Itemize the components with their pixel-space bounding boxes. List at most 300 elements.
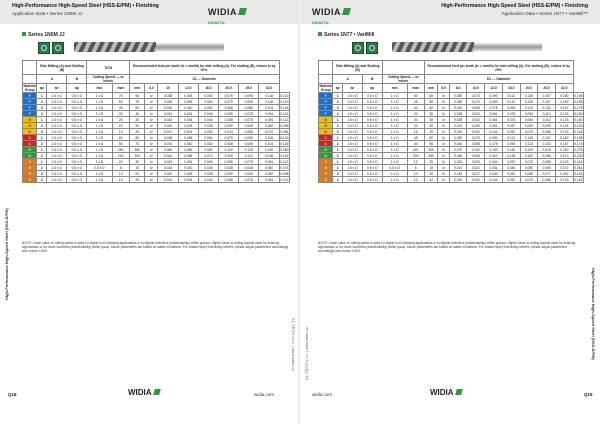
- table-cell: 0,5 x D: [362, 99, 382, 105]
- table-cell: 1 x D: [382, 153, 407, 159]
- table-cell: 0,060: [198, 93, 218, 99]
- table-cell: 0,5 x D: [67, 111, 87, 117]
- table-cell: 0,068: [219, 105, 239, 111]
- table-cell: 1,5 x D: [342, 177, 362, 183]
- page-header: [12, 3, 159, 17]
- material-group-cell: M: [23, 117, 37, 123]
- header-cell: A: [333, 75, 362, 84]
- table-cell: 0,5 x D: [362, 129, 382, 135]
- table-cell: 55: [424, 141, 438, 147]
- table-cell: 0,5 x D: [362, 165, 382, 171]
- table-cell: 0,085: [467, 153, 485, 159]
- table-cell: 1 x D: [87, 111, 112, 117]
- table-note: NOTE: Lower value of cutting speed is used for higher tool overhang applications or for tighter tolerance (machinability) within groups. Higher value of cutting speeds used for finishing applications or for lower hardness (machinability) within group. Above parameters are based on stable conditions. For smaller taper machining centers, please adjust parameters accordingly and reduce ±15%.: [318, 241, 576, 254]
- table-cell: 0,157: [555, 105, 573, 111]
- table-cell: 0,250: [555, 147, 573, 153]
- table-cell: fz: [438, 153, 449, 159]
- header-cell: 16,0: [198, 84, 218, 93]
- application-icons: [352, 42, 378, 54]
- material-group-cell: N: [319, 147, 333, 153]
- table-cell: 0,058: [219, 117, 239, 123]
- table-cell: 0,5 x D: [67, 105, 87, 111]
- table-cell: 0,024: [178, 129, 198, 135]
- table-cell: 15: [112, 129, 130, 135]
- table-cell: 0,118: [555, 123, 573, 129]
- table-cell: 45: [130, 111, 145, 117]
- table-cell: 20: [112, 159, 130, 165]
- header-cell: max: [112, 84, 130, 93]
- material-group-cell: P: [319, 99, 333, 105]
- table-cell: 0,5 x D: [362, 141, 382, 147]
- table-cell: 1 x D: [87, 129, 112, 135]
- table-cell: 0,070: [259, 129, 279, 135]
- header-cell: mm: [424, 84, 438, 93]
- end-mill-image: [392, 40, 542, 54]
- table-cell: 0,067: [502, 123, 520, 129]
- material-group-cell: P: [23, 111, 37, 117]
- table-cell: 0,075: [239, 111, 259, 117]
- table-cell: 1 x D: [87, 105, 112, 111]
- website-link[interactable]: widia.com: [312, 392, 333, 397]
- table-cell: 0,058: [219, 177, 239, 183]
- table-cell: 80: [130, 135, 145, 141]
- table-note: NOTE: Lower value of cutting speed is used for higher tool overhang applications or for tighter tolerance (machinability) within groups. Higher value of cutting speeds used for finishing applications or for lower hardness (machinability) within group. Above parameters are based on stable conditions. For smaller taper machining centers, please adjust parameters accordingly and reduce ±15%.: [22, 241, 289, 254]
- table-cell: 1,5 x D: [342, 141, 362, 147]
- table-cell: 0,042: [467, 111, 485, 117]
- header-cell: 8,0: [449, 84, 467, 93]
- table-cell: 30: [130, 123, 145, 129]
- table-cell: 0,162: [280, 153, 289, 158]
- table-cell: 0,030: [467, 159, 485, 165]
- table-cell: 0,082: [259, 123, 279, 129]
- table-cell: 0,113: [520, 105, 538, 111]
- table-cell: 1 x D: [87, 93, 112, 99]
- table-cell: 0,150: [259, 147, 279, 153]
- table-cell: 0,060: [259, 165, 279, 171]
- series-label: Series 1N77 • VariMill: [324, 32, 375, 38]
- table-cell: 0,5 x D: [67, 123, 87, 129]
- table-cell: 0,055: [467, 105, 485, 111]
- table-cell: fz: [438, 159, 449, 165]
- table-cell: 0,060: [538, 165, 556, 171]
- material-group-cell: K: [23, 141, 37, 147]
- table-cell: 22: [424, 177, 438, 183]
- table-cell: 0,065: [520, 171, 538, 177]
- table-cell: 1,5 x D: [342, 171, 362, 177]
- table-cell: 0,048: [178, 135, 198, 141]
- table-cell: 0,198: [574, 99, 583, 104]
- table-cell: 0,014: [449, 165, 467, 171]
- table-cell: 0,135: [520, 135, 538, 141]
- table-cell: 0,112: [538, 117, 556, 123]
- table-cell: 0,103: [555, 159, 573, 165]
- table-cell: 0,180: [555, 135, 573, 141]
- table-cell: fz: [145, 165, 158, 171]
- application-data-table: [318, 60, 584, 183]
- header-cell: Recommended feed per tooth (fz = mm/th) for side milling (A). For slotting (B), reduce fz by 20%.: [424, 61, 573, 75]
- material-subgroup-cell: 1: [37, 135, 47, 141]
- header-cell: Side Milling (A) and Slotting (B): [333, 61, 382, 75]
- header-cell: 25,0: [538, 84, 556, 93]
- table-cell: 0,068: [219, 141, 239, 147]
- header-cell: 12,0: [485, 84, 503, 93]
- table-cell: 0,095: [239, 93, 259, 99]
- header-cell: Cutting Speed — vc m/min: [382, 75, 424, 84]
- table-cell: 1 x D: [87, 153, 112, 159]
- table-cell: 0,050: [449, 135, 467, 141]
- widia-logo: [208, 2, 268, 25]
- material-subgroup-cell: 4: [333, 111, 343, 117]
- table-cell: 0,057: [502, 177, 520, 183]
- material-group-cell: S: [23, 165, 37, 171]
- material-group-cell: P: [319, 111, 333, 117]
- table-cell: 45: [407, 99, 424, 105]
- table-cell: 0,110: [485, 153, 503, 159]
- table-cell: 1,5 x D: [47, 117, 67, 123]
- header-cell: [319, 61, 333, 75]
- table-cell: 0,030: [467, 129, 485, 135]
- page-subtitle: Application Data • Series 1N0M JJ: [12, 11, 83, 16]
- slotting-icon: [366, 42, 378, 54]
- footer-logo-mark-icon: [153, 389, 161, 395]
- table-cell: 0,133: [574, 123, 583, 128]
- table-cell: 0,085: [239, 141, 259, 147]
- material-group-cell: M: [319, 117, 333, 123]
- table-cell: 0,5 x D: [362, 159, 382, 165]
- header-cell: Side Milling (A) and Slotting (B): [37, 61, 87, 75]
- table-cell: 15: [112, 177, 130, 183]
- table-cell: 0,112: [538, 111, 556, 117]
- table-cell: 0,075: [485, 141, 503, 147]
- table-cell: fz: [438, 141, 449, 147]
- table-cell: 1,5 x D: [47, 93, 67, 99]
- website-link[interactable]: widia.com: [254, 392, 275, 397]
- header-cell: max: [407, 84, 424, 93]
- material-subgroup-cell: 1: [37, 159, 47, 165]
- table-cell: 0,018: [449, 171, 467, 177]
- table-cell: 1,5 x D: [342, 117, 362, 123]
- header-cell: 20,0: [219, 84, 239, 93]
- header-cell: 6,0: [438, 84, 449, 93]
- table-cell: 0,180: [280, 147, 289, 152]
- table-cell: 1 x D: [382, 105, 407, 111]
- table-cell: fz: [438, 177, 449, 183]
- header-cell: mm: [130, 84, 145, 93]
- side-distributor-url: KL-TECH s.r.o. | www.kltec.cz: [304, 326, 309, 380]
- bullet-icon: [22, 32, 26, 36]
- table-cell: 0,5 x D: [362, 105, 382, 111]
- table-cell: 0,050: [219, 171, 239, 177]
- table-cell: 1,5 x D: [47, 99, 67, 105]
- table-cell: 1,5 x D: [342, 105, 362, 111]
- table-cell: 0,086: [538, 129, 556, 135]
- material-subgroup-cell: 1: [333, 159, 343, 165]
- table-cell: 0,125: [239, 147, 259, 153]
- header-cell: D1 — Diameter: [130, 75, 280, 84]
- table-cell: 0,098: [280, 171, 289, 176]
- table-cell: fz: [145, 159, 158, 165]
- table-cell: 0,015: [158, 165, 178, 171]
- logo-wordmark: WIDIA: [208, 7, 237, 17]
- table-cell: 0,038: [158, 93, 178, 99]
- table-cell: 0,034: [178, 117, 198, 123]
- header-cell: [23, 61, 37, 75]
- table-cell: fz: [145, 105, 158, 111]
- table-cell: 0,024: [158, 111, 178, 117]
- table-cell: 0,099: [538, 123, 556, 129]
- table-cell: 1,5 x D: [342, 93, 362, 99]
- table-cell: 35: [424, 117, 438, 123]
- footer-logo-mark-icon: [455, 389, 463, 395]
- table-cell: 0,136: [259, 153, 279, 159]
- footer-wordmark: WIDIA: [430, 388, 454, 397]
- table-cell: 1,5 x D: [47, 141, 67, 147]
- table-cell: 0,136: [502, 153, 520, 159]
- table-cell: 0,031: [485, 165, 503, 171]
- table-cell: 300: [424, 147, 438, 153]
- table-cell: 0,157: [555, 141, 573, 147]
- table-cell: 0,050: [158, 147, 178, 153]
- material-subgroup-cell: 4: [37, 177, 47, 183]
- table-cell: 0,070: [467, 135, 485, 141]
- table-cell: 0,5 x D: [67, 177, 87, 183]
- table-cell: 0,040: [178, 105, 198, 111]
- table-cell: 0,130: [485, 147, 503, 153]
- table-cell: 0,5 x D: [67, 93, 87, 99]
- material-group-cell: N: [23, 147, 37, 153]
- material-subgroup-cell: 4: [333, 177, 343, 183]
- table-cell: 30: [130, 159, 145, 165]
- header-cell: ae: [342, 84, 362, 93]
- table-cell: 0,116: [574, 129, 583, 134]
- material-subgroup-cell: 2: [333, 141, 343, 147]
- table-cell: 0,044: [485, 159, 503, 165]
- table-cell: 20: [407, 117, 424, 123]
- table-cell: 1 x D: [87, 123, 112, 129]
- table-cell: 0,028: [449, 117, 467, 123]
- table-cell: 1 x D: [87, 177, 112, 183]
- table-cell: 1,5 x D: [342, 129, 362, 135]
- table-cell: 0,044: [485, 129, 503, 135]
- table-cell: 350: [130, 147, 145, 153]
- table-cell: 0,157: [538, 135, 556, 141]
- table-cell: 0,5 x D: [362, 93, 382, 99]
- material-group-cell: N: [319, 153, 333, 159]
- table-cell: 0,118: [259, 93, 279, 99]
- header-cell: 8,0: [145, 84, 158, 93]
- table-cell: 0,050: [449, 99, 467, 105]
- material-subgroup-cell: 1: [333, 117, 343, 123]
- table-row: [319, 177, 584, 183]
- table-cell: 0,060: [198, 99, 218, 105]
- table-cell: 0,116: [574, 159, 583, 164]
- material-subgroup-cell: 3: [333, 171, 343, 177]
- table-cell: 0,100: [467, 147, 485, 153]
- table-cell: 0,044: [485, 177, 503, 183]
- table-cell: 0,150: [574, 117, 583, 122]
- table-cell: 65: [424, 93, 438, 99]
- table-cell: fz: [145, 117, 158, 123]
- table-cell: fz: [438, 111, 449, 117]
- table-cell: 60: [424, 135, 438, 141]
- material-subgroup-cell: 2: [37, 99, 47, 105]
- table-cell: 0,036: [467, 123, 485, 129]
- table-cell: 0,048: [178, 99, 198, 105]
- table-cell: 0,157: [538, 93, 556, 99]
- table-cell: 0,090: [485, 99, 503, 105]
- table-cell: 0,065: [239, 123, 259, 129]
- table-cell: 0,034: [178, 159, 198, 165]
- table-cell: 0,180: [555, 99, 573, 105]
- table-cell: 0,5 x D: [67, 171, 87, 177]
- table-cell: 0,075: [239, 159, 259, 165]
- table-cell: fz: [438, 93, 449, 99]
- table-cell: 260: [424, 153, 438, 159]
- table-cell: 0,140: [280, 93, 289, 98]
- table-cell: 0,024: [158, 159, 178, 165]
- table-cell: 1,5 x D: [342, 165, 362, 171]
- table-cell: 0,076: [502, 117, 520, 123]
- table-cell: 0,112: [280, 117, 289, 122]
- table-cell: 0,024: [449, 123, 467, 129]
- table-cell: 0,048: [239, 165, 259, 171]
- table-cell: 50: [407, 93, 424, 99]
- table-cell: 35: [424, 111, 438, 117]
- table-cell: 0,116: [574, 177, 583, 182]
- table-cell: 0,095: [239, 99, 259, 105]
- series-heading: [22, 32, 65, 38]
- table-cell: 0,032: [198, 129, 218, 135]
- table-cell: 0,040: [449, 141, 467, 147]
- header-cell: B: [67, 75, 87, 84]
- table-header-row: [319, 61, 584, 75]
- table-cell: 0,072: [520, 177, 538, 183]
- table-cell: 0,044: [219, 129, 239, 135]
- widia-logo: [312, 2, 372, 25]
- table-cell: 0,218: [538, 147, 556, 153]
- page-number: Q19: [584, 392, 593, 397]
- table-cell: 10: [407, 171, 424, 177]
- header-cell: 32,0: [259, 84, 279, 93]
- table-cell: 0,028: [198, 165, 218, 171]
- table-cell: 0,234: [574, 153, 583, 158]
- material-group-cell: S: [319, 171, 333, 177]
- table-cell: 1 x D: [87, 99, 112, 105]
- header-cell: Material Group: [319, 84, 332, 92]
- table-cell: 0,5 x D: [67, 135, 87, 141]
- table-cell: 0,020: [158, 171, 178, 177]
- page-title: High-Performance High-Speed Steel (HSS-E/PM) • Finishing: [12, 3, 159, 9]
- table-cell: 1 x D: [87, 117, 112, 123]
- material-subgroup-cell: 3: [37, 171, 47, 177]
- header-cell: 20,0: [520, 84, 538, 93]
- series-heading: [318, 32, 374, 38]
- table-cell: 0,190: [520, 147, 538, 153]
- table-cell: 0,176: [574, 105, 583, 110]
- table-cell: 0,133: [555, 117, 573, 123]
- table-cell: 10: [112, 171, 130, 177]
- table-cell: fz: [145, 135, 158, 141]
- table-cell: 0,118: [259, 135, 279, 141]
- table-cell: 0,198: [574, 135, 583, 140]
- material-subgroup-cell: 3: [333, 129, 343, 135]
- material-group-cell: M: [319, 123, 333, 129]
- table-cell: 0,186: [538, 153, 556, 159]
- table-cell: 0,090: [485, 135, 503, 141]
- material-subgroup-cell: 2: [37, 141, 47, 147]
- table-cell: 0,050: [449, 93, 467, 99]
- table-cell: 0,094: [259, 117, 279, 123]
- table-cell: 0,094: [502, 105, 520, 111]
- table-cell: 0,5 x D: [362, 117, 382, 123]
- table-cell: 0,100: [219, 147, 239, 153]
- table-cell: 0,058: [219, 111, 239, 117]
- material-subgroup-cell: 2: [37, 153, 47, 159]
- material-group-cell: P: [23, 93, 37, 99]
- table-cell: 1,5 x D: [47, 153, 67, 159]
- table-cell: 1 x D: [87, 159, 112, 165]
- material-subgroup-cell: 1: [37, 117, 47, 123]
- table-cell: 1 x D: [382, 99, 407, 105]
- table-cell: 0,044: [198, 117, 218, 123]
- table-cell: 1 x D: [382, 111, 407, 117]
- table-cell: 50: [112, 141, 130, 147]
- material-group-cell: K: [319, 141, 333, 147]
- table-cell: fz: [438, 117, 449, 123]
- header-cell: [319, 75, 333, 84]
- table-cell: 0,038: [158, 99, 178, 105]
- table-cell: 0,028: [449, 111, 467, 117]
- table-cell: 0,038: [158, 135, 178, 141]
- table-cell: 1 x D: [87, 147, 112, 153]
- material-group-cell: M: [23, 123, 37, 129]
- table-cell: 1 x D: [382, 129, 407, 135]
- table-cell: 1,5 x D: [47, 105, 67, 111]
- table-cell: 0,081: [574, 165, 583, 170]
- header-cell: 12,0: [178, 84, 198, 93]
- table-cell: 0,140: [280, 99, 289, 104]
- side-milling-icon: [352, 42, 364, 54]
- table-header-row: [319, 84, 584, 93]
- table-cell: 0,082: [259, 171, 279, 177]
- right-page: [300, 0, 600, 424]
- header-cell: 25,0: [239, 84, 259, 93]
- table-cell: 0,051: [485, 123, 503, 129]
- table-cell: fz: [145, 99, 158, 105]
- table-cell: 0,5 x D: [362, 147, 382, 153]
- table-cell: 15: [407, 129, 424, 135]
- table-cell: 45: [407, 135, 424, 141]
- table-cell: 0,044: [158, 153, 178, 159]
- table-cell: 20: [424, 171, 438, 177]
- table-cell: 0,050: [520, 165, 538, 171]
- material-group-cell: S: [23, 171, 37, 177]
- material-subgroup-cell: 2: [333, 153, 343, 159]
- table-cell: 0,020: [449, 177, 467, 183]
- table-cell: 0,072: [520, 129, 538, 135]
- table-cell: 30: [424, 123, 438, 129]
- page-number: Q18: [8, 392, 17, 397]
- header-cell: 10: [158, 84, 178, 93]
- logo-mark-icon: [238, 8, 247, 15]
- side-milling-icon: [38, 42, 50, 54]
- table-cell: 0,083: [520, 123, 538, 129]
- table-cell: fz: [145, 153, 158, 159]
- table-cell: 1,5 x D: [47, 135, 67, 141]
- side-distributor-url: KL-TECH s.r.o. | www.kltec.cz: [291, 318, 296, 372]
- page-header: [441, 3, 588, 17]
- table-cell: 1 x D: [382, 147, 407, 153]
